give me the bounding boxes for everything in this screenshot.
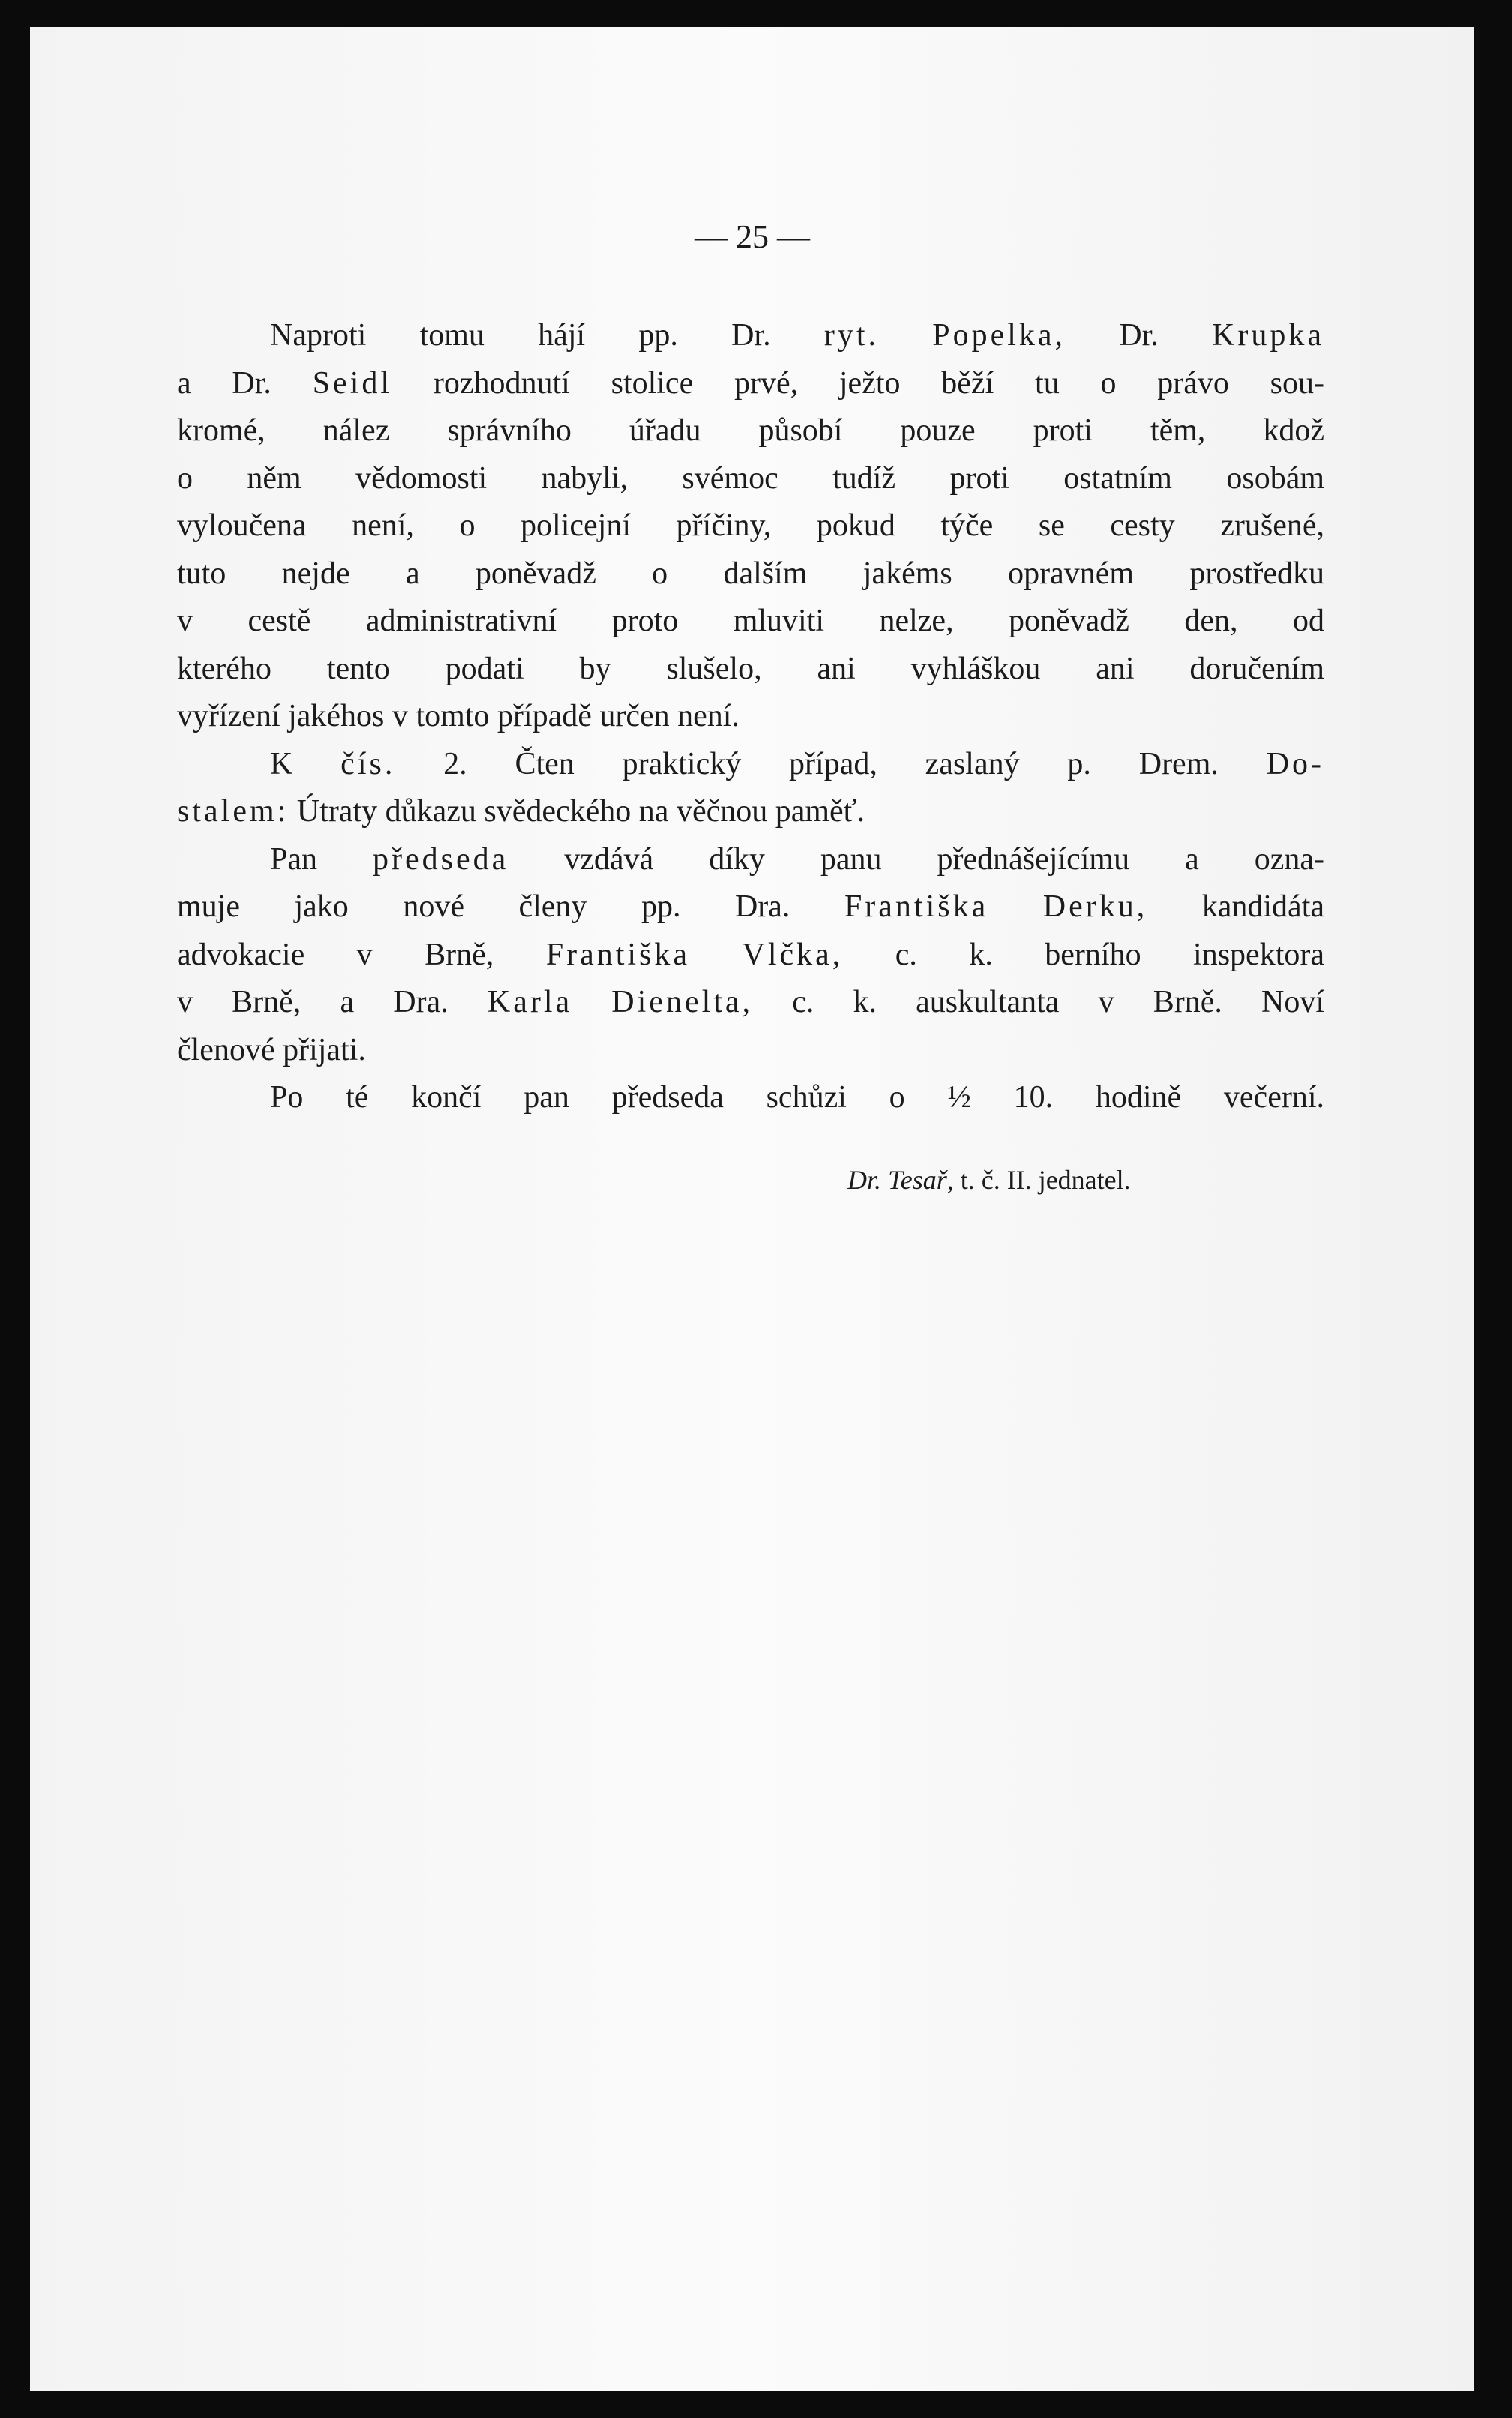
paragraph-2 xyxy=(177,741,1324,836)
p3-line-5: členové přijati. xyxy=(177,1032,366,1067)
p1-line-6: tuto nejde a poněvadž o dalším jakéms opravném prostředku xyxy=(177,556,1324,591)
p1-line-5: vyloučena není, o policejní příčiny, pokud týče se cesty zrušené, xyxy=(177,508,1324,543)
p1-line-8: kterého tento podati by slušelo, ani vyhláškou ani doručením xyxy=(177,651,1324,686)
p1-line-9: vyřízení jakéhos v tomto případě určen není. xyxy=(177,699,740,734)
p1-line-2: a Dr. Seidl rozhodnutí stolice prvé, ježto běží tu o právo sou- xyxy=(177,365,1324,400)
p1-line-3: kromé, nález správního úřadu působí pouze proti těm, kdož xyxy=(177,413,1324,448)
signature-title: t. č. II. jednatel. xyxy=(960,1165,1131,1195)
p3-line-1: Pan předseda vzdává díky panu přednášejícímu a ozna- xyxy=(270,842,1324,877)
text-block xyxy=(177,312,1324,1122)
p3-line-2: muje jako nové členy pp. Dra. Františka Derku, kandidáta xyxy=(177,890,1325,924)
paragraph-3 xyxy=(177,836,1324,1075)
p4-line-1: Po té končí pan předseda schůzi o ½ 10. hodině večerní. xyxy=(270,1080,1324,1114)
signature xyxy=(848,1164,1298,1196)
p1-line-1: Naproti tomu hájí pp. Dr. ryt. Popelka, Dr. Krupka xyxy=(270,318,1325,352)
p1-line-7: v cestě administrativní proto mluviti nelze, poněvadž den, od xyxy=(177,604,1324,638)
document-page xyxy=(30,27,1474,2391)
p3-line-3: advokacie v Brně, Františka Vlčka, c. k. berního inspektora xyxy=(177,937,1324,972)
p1-line-4: o něm vědomosti nabyli, svémoc tudíž proti ostatním osobám xyxy=(177,460,1324,496)
signature-name: Dr. Tesař, xyxy=(848,1165,954,1195)
p2-line-1: K čís. 2. Čten praktický případ, zaslaný p. Drem. Do- xyxy=(270,746,1325,782)
paragraph-1 xyxy=(177,312,1324,741)
p3-line-4: v Brně, a Dra. Karla Dienelta, c. k. auskultanta v Brně. Noví xyxy=(177,985,1325,1019)
paragraph-4 xyxy=(177,1074,1324,1122)
p2-line-2: stalem: Útraty důkazu svědeckého na věčnou paměť. xyxy=(177,794,866,829)
page-number: — 25 — xyxy=(694,218,810,255)
